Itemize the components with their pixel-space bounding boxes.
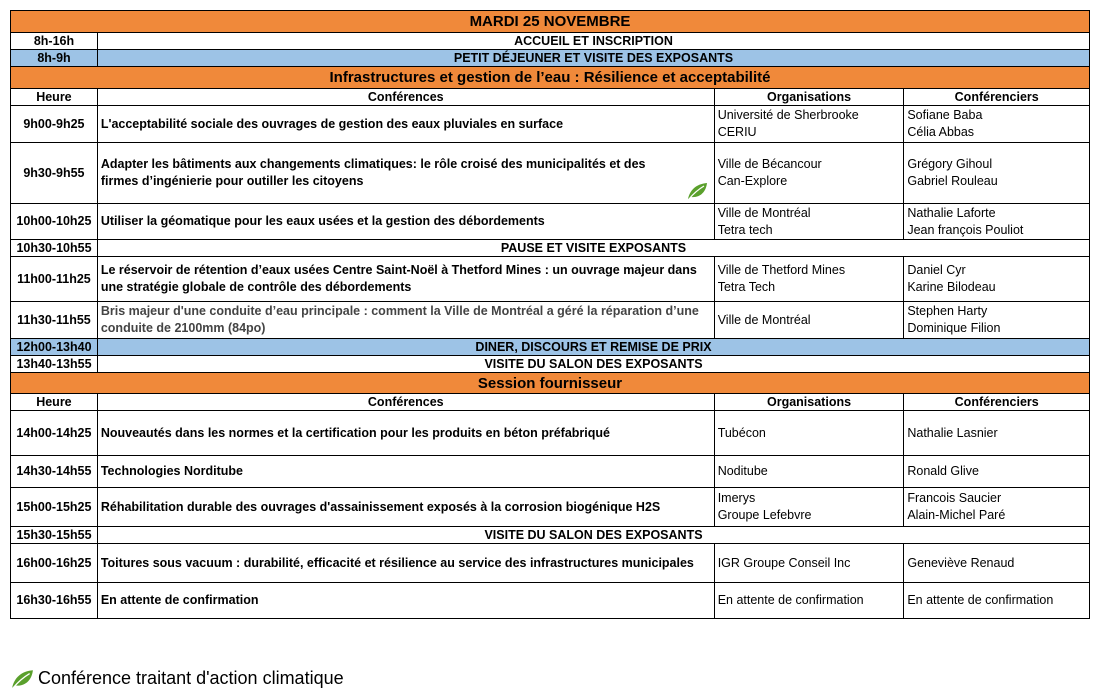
speaker: Nathalie Laforte [907, 205, 996, 220]
organisation: Ville de Montréal [717, 205, 811, 220]
session-row [10, 488, 1090, 527]
session-row [10, 204, 1090, 240]
organisation: En attente de confirmation [714, 583, 904, 618]
organisation: Ville de Bécancour [717, 157, 822, 171]
session-time: 9h30-9h55 [23, 165, 85, 180]
speaker: Francois Saucier [907, 491, 1002, 505]
organisation: Tubécon [714, 411, 904, 455]
visit-label: VISITE DU SALON DES EXPOSANTS [97, 356, 1089, 372]
session-title: Bris majeur d'une conduite d’eau principale : comment la Ville de Montréal a géré la réparation d’une conduite de 2100mm (84po) [97, 302, 714, 338]
lunch-label: DINER, DISCOURS ET REMISE DE PRIX [97, 339, 1089, 355]
speaker: Sofiane Baba [907, 108, 983, 122]
speaker: Stephen Harty [907, 304, 988, 318]
session-row [10, 143, 1090, 204]
welcome-label: ACCUEIL ET INSCRIPTION [97, 33, 1089, 49]
session-organisations [714, 488, 904, 526]
session-title: Technologies Norditube [97, 456, 714, 487]
session-row [10, 302, 1090, 339]
speaker: En attente de confirmation [903, 583, 1089, 618]
organisation: Ville de Thetford Mines [717, 263, 846, 277]
session-organisations [714, 106, 904, 142]
session-row [10, 583, 1090, 619]
speaker: Nathalie Lasnier [903, 411, 1089, 455]
session-row [10, 456, 1090, 488]
header-time: Heure [36, 89, 72, 104]
organisation: Can-Explore [717, 174, 788, 188]
header-organisations: Organisations [714, 89, 904, 105]
session-speakers [903, 106, 1089, 142]
header-speakers: Conférenciers [903, 394, 1089, 410]
session-title: Nouveautés dans les normes et la certification pour les produits en béton préfabriqué [97, 411, 714, 455]
breakfast-row [10, 50, 1090, 67]
leaf-icon [686, 182, 708, 200]
session-organisations [714, 204, 904, 239]
organisation: Groupe Lefebvre [717, 508, 812, 522]
breakfast-time: 8h-9h [37, 50, 71, 65]
session-row [10, 106, 1090, 143]
organisation: Imerys [717, 491, 756, 505]
speaker: Alain-Michel Paré [907, 508, 1006, 522]
header-organisations: Organisations [714, 394, 904, 410]
session-time: 14h30-14h55 [16, 464, 92, 478]
session-row [10, 257, 1090, 302]
session-title: Le réservoir de rétention d’eaux usées Centre Saint-Noël à Thetford Mines : un ouvrage majeur dans une stratégie globale de contrôle des débordements [97, 257, 714, 301]
session-speakers [903, 204, 1089, 239]
legend-label: Conférence traitant d'action climatique [38, 668, 344, 688]
organisation: Tetra Tech [717, 280, 776, 294]
session-organisations [714, 257, 904, 301]
visit-label: VISITE DU SALON DES EXPOSANTS [97, 527, 1089, 543]
session-title: Toitures sous vacuum : durabilité, efficacité et résilience au service des infrastructures municipales [97, 544, 714, 582]
session-time: 9h00-9h25 [23, 116, 85, 131]
session-title-cell [97, 143, 714, 203]
welcome-time: 8h-16h [33, 33, 75, 48]
section-title-row [10, 373, 1090, 394]
session-title: L'acceptabilité sociale des ouvrages de gestion des eaux pluviales en surface [97, 106, 714, 142]
legend [10, 668, 344, 689]
organisation: Noditube [714, 456, 904, 487]
organisation: Ville de Montréal [714, 302, 904, 338]
session-speakers [903, 302, 1089, 338]
speaker: Daniel Cyr [907, 263, 966, 277]
day-title: MARDI 25 NOVEMBRE [469, 13, 631, 30]
session-title: Adapter les bâtiments aux changements climatiques: le rôle croisé des municipalités et des firmes d’ingénierie pour outiller les citoyens [100, 157, 646, 188]
section-title-row [10, 67, 1090, 89]
column-header-row [10, 89, 1090, 106]
session-time: 16h00-16h25 [16, 555, 92, 570]
section-title: Infrastructures et gestion de l’eau : Résilience et acceptabilité [329, 69, 771, 86]
organisation: IGR Groupe Conseil Inc [714, 544, 904, 582]
speaker: Gabriel Rouleau [907, 174, 998, 188]
pause-row [10, 240, 1090, 257]
speaker: Geneviève Renaud [903, 544, 1089, 582]
day-title-row [10, 10, 1090, 33]
welcome-row [10, 33, 1090, 50]
session-time: 15h00-15h25 [16, 499, 92, 514]
visit-row [10, 356, 1090, 373]
session-row [10, 544, 1090, 583]
session-time: 11h00-11h25 [17, 271, 91, 286]
header-speakers: Conférenciers [903, 89, 1089, 105]
lunch-row [10, 339, 1090, 356]
speaker: Jean françois Pouliot [907, 222, 1024, 237]
lunch-time: 12h00-13h40 [16, 339, 92, 354]
organisation: Université de Sherbrooke [717, 108, 859, 122]
session-row [10, 411, 1090, 456]
speaker: Karine Bilodeau [907, 280, 996, 294]
speaker: Dominique Filion [907, 321, 1001, 335]
session-speakers [903, 257, 1089, 301]
session-title: Utiliser la géomatique pour les eaux usées et la gestion des débordements [97, 204, 714, 239]
speaker: Ronald Glive [903, 456, 1089, 487]
pause-label: PAUSE ET VISITE EXPOSANTS [97, 240, 1089, 256]
header-conferences: Conférences [97, 89, 714, 105]
visit-row [10, 527, 1090, 544]
session-organisations [714, 143, 904, 203]
organisation: CERIU [717, 125, 757, 139]
pause-time: 10h30-10h55 [16, 240, 92, 255]
section-title: Session fournisseur [477, 374, 623, 392]
session-time: 16h30-16h55 [16, 593, 92, 607]
session-time: 14h00-14h25 [16, 425, 92, 440]
session-title: Réhabilitation durable des ouvrages d'assainissement exposés à la corrosion biogénique H2S [97, 488, 714, 526]
speaker: Célia Abbas [907, 125, 975, 139]
column-header-row [10, 394, 1090, 411]
schedule-table [10, 10, 1090, 619]
speaker: Grégory Gihoul [907, 157, 993, 171]
session-time: 10h00-10h25 [16, 214, 92, 228]
session-time: 11h30-11h55 [17, 312, 91, 327]
visit-time: 15h30-15h55 [16, 527, 92, 542]
leaf-icon [10, 669, 34, 689]
breakfast-label: PETIT DÉJEUNER ET VISITE DES EXPOSANTS [97, 50, 1089, 66]
header-time: Heure [36, 394, 72, 409]
session-title: En attente de confirmation [97, 583, 714, 618]
header-conferences: Conférences [97, 394, 714, 410]
organisation: Tetra tech [717, 222, 773, 237]
session-speakers [903, 488, 1089, 526]
session-speakers [903, 143, 1089, 203]
visit-time: 13h40-13h55 [16, 356, 92, 371]
